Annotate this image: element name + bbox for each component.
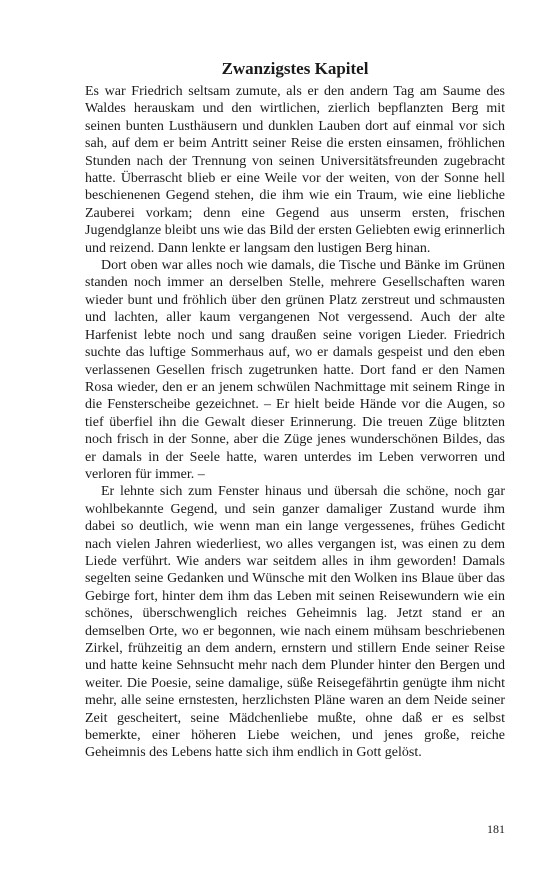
paragraph-2: Dort oben war alles noch wie damals, die Tische und Bänke im Grünen standen noch immer an derselben Stelle, mehrere Gesellschaften waren wieder bunt und fröhlich über den grünen Platz zerstreut und schmausten und lachten, aller kaum vergangenen Not vergessend. Auch der alte Harfenist lebte noch und sang draußen seine vorigen Lieder. Friedrich suchte das luftige Sommerhaus auf, wo er damals gespeist und den eben verlassenen Gesellen frisch zugetrunken hatte. Dort fand er den Namen Rosa wieder, den er an jenem schwülen Nachmittage mit seinem Ringe in die Fensterscheibe gezeichnet. – Er hielt beide Hände vor die Augen, so tief überfiel ihn die Gewalt dieser Erinnerung. Die treuen Züge blitzten noch frisch in der Sonne, aber die Züge jenes wunderschönen Bildes, das er damals in der Seele hatte, waren unterdes im Leben verworren und verloren für immer. – [85,258,505,482]
paragraph-3: Er lehnte sich zum Fenster hinaus und übersah die schöne, noch gar wohlbekannte Gegend, und sein ganzer damaliger Zustand wurde ihm dabei so deutlich, wie wenn man ein lange vergessenes, frühes Gedicht nach vielen Jahren wiederliest, wo alles vergangen ist, was einen zu dem Liede verführt. Wie anders war seitdem alles in ihm geworden! Damals segelten seine Gedanken und Wünsche mit den Wolken ins Blaue über das Gebirge fort, hinter dem ihm das Leben mit seinen Reisewundern wie ein schönes, überschwenglich reiches Geheimnis lag. Jetzt stand er an demselben Orte, wo er begonnen, wie nach einem mühsam beschriebenen Zirkel, frühzeitig an dem andern, ernstern und stillern Ende seiner Reise und hatte keine Sehnsucht mehr nach dem Plunder hinter den Bergen und weiter. Die Poesie, seine damalige, süße Reisegefährtin genügte ihm nicht mehr, alle seine ernstesten, herzlichsten Pläne waren an dem Neide seiner Zeit gescheitert, seine Mädchenliebe mußte, ohne daß er es selbst bemerkte, einer höheren Liebe weichen, und jenes große, reiche Geheimnis des Lebens hatte sich ihm endlich in Gott gelöst. [85,484,505,761]
page-number: 181 [487,822,505,836]
chapter-title: Zwanzigstes Kapitel [221,59,369,78]
book-page [85,58,505,762]
paragraph-1: Es war Friedrich seltsam zumute, als er den andern Tag am Saume des Waldes herauskam und den wirtlichen, zierlich bepflanzten Berg mit seinen bunten Lusthäusern und dunklen Lauben dort auf einmal vor sich sah, auf dem er beim Antritt seiner Reise die ersten einsamen, fröhlichen Stunden nach der Trennung von seinen Universitätsfreunden zugebracht hatte. Überrascht blieb er eine Weile vor der weiten, von der Sonne hell beschienenen Gegend stehen, die ihm wie ein Traum, wie eine liebliche Zauberei vorkam; denn eine Gegend aus unserm ersten, frischen Jugendglanze bleibt uns wie das Bild der ersten Geliebten ewig erinnerlich und reizend. Dann lenkte er langsam den lustigen Berg hinan. [85,84,505,256]
